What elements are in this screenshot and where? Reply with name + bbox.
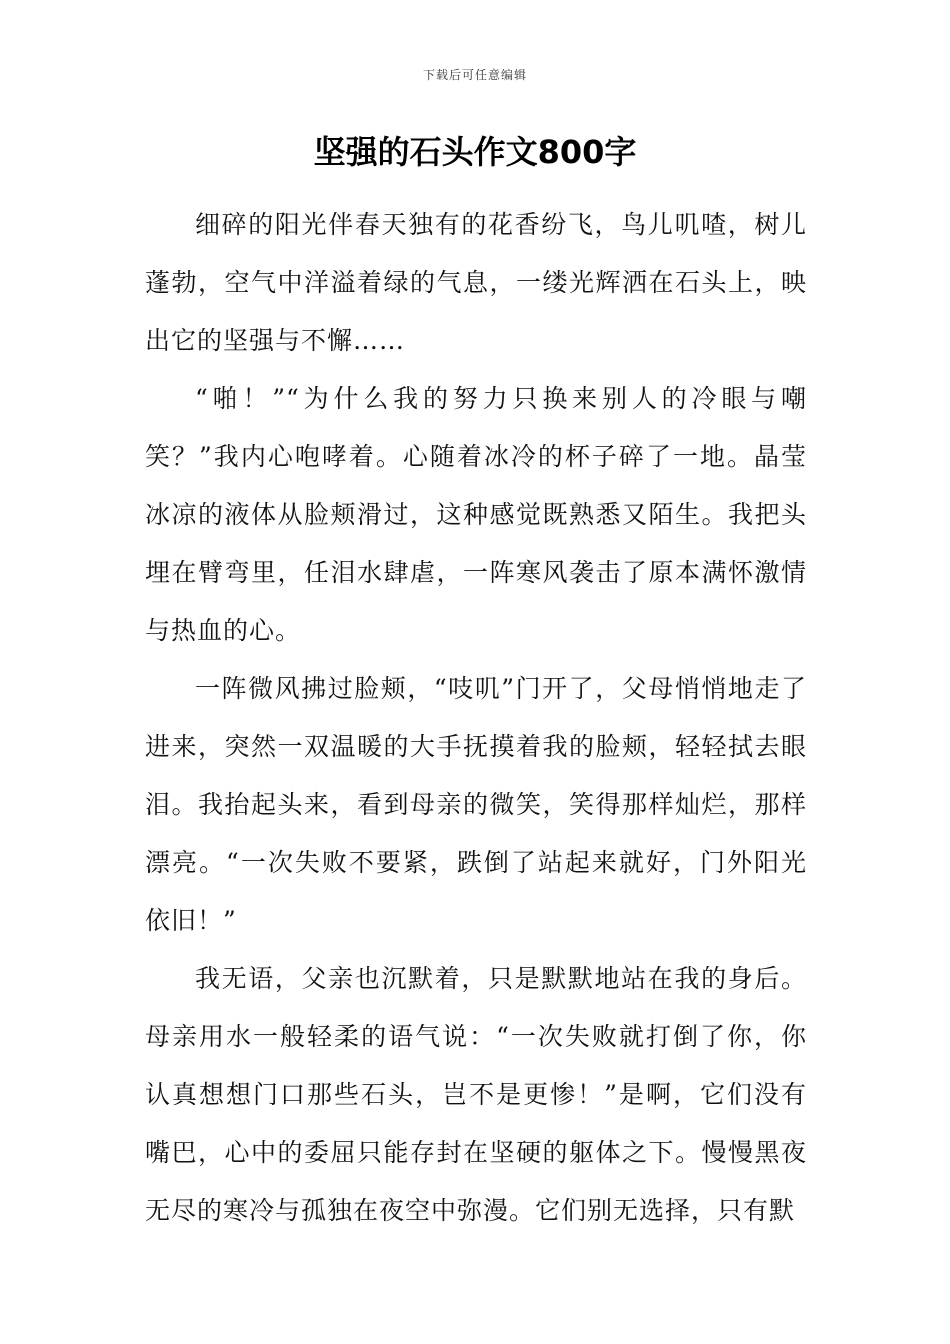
document-body bbox=[145, 196, 807, 1240]
paragraph-2: “啪！”“为什么我的努力只换来别人的冷眼与嘲笑？”我内心咆哮着。心随着冰冷的杯子碎了一地。晶莹冰凉的液体从脸颊滑过，这种感觉既熟悉又陌生。我把头埋在臂弯里，任泪水肆虐，一阵寒风袭击了原本满怀激情与热血的心。 bbox=[145, 384, 807, 645]
paragraph-1: 细碎的阳光伴春天独有的花香纷飞，鸟儿叽喳，树儿蓬勃，空气中洋溢着绿的气息，一缕光辉洒在石头上，映出它的坚强与不懈…… bbox=[145, 210, 807, 355]
header-note: 下载后可任意编辑 bbox=[422, 68, 527, 82]
paragraph-4: 我无语，父亲也沉默着，只是默默地站在我的身后。母亲用水一般轻柔的语气说：“一次失败就打倒了你，你认真想想门口那些石头，岂不是更惨！”是啊，它们没有嘴巴，心中的委屈只能存封在坚硬的躯体之下。慢慢黑夜无尽的寒冷与孤独在夜空中弥漫。它们别无选择，只有默 bbox=[145, 964, 807, 1225]
paragraph-3: 一阵微风拂过脸颊，“吱叽”门开了，父母悄悄地走了进来，突然一双温暖的大手抚摸着我的脸颊，轻轻拭去眼泪。我抬起头来，看到母亲的微笑，笑得那样灿烂，那样漂亮。“一次失败不要紧，跌倒了站起来就好，门外阳光依旧！” bbox=[145, 674, 807, 935]
document-title: 坚强的石头作文800字 bbox=[313, 133, 637, 171]
